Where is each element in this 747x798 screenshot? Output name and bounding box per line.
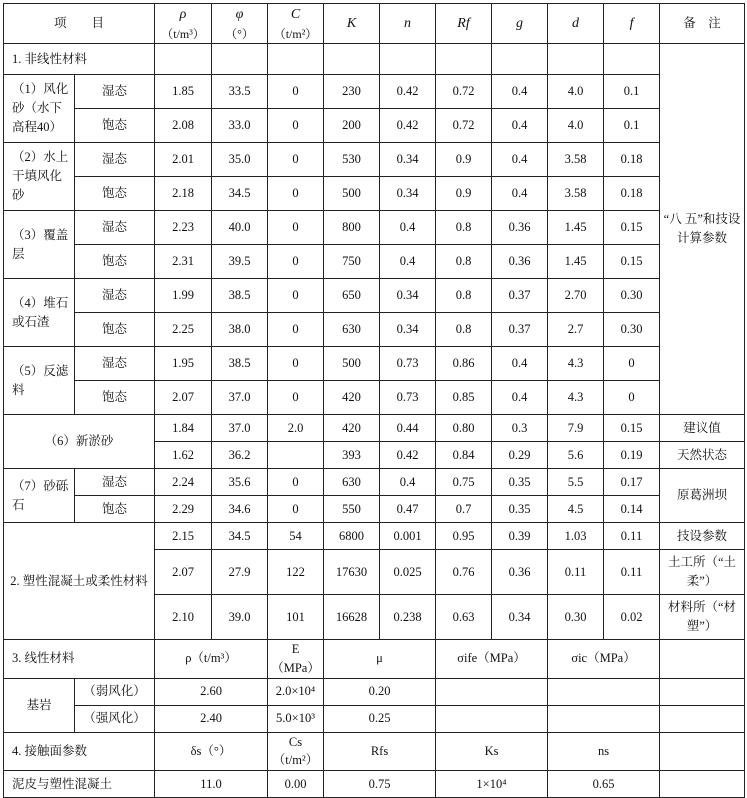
table-row [4,279,745,313]
value-cell: 0.8 [436,245,492,279]
table-row [4,496,745,523]
value-cell: 122 [268,550,324,595]
value-cell: 2.23 [155,211,212,245]
material-name: （3）覆盖层 [4,211,75,279]
material-name: （5）反滤料 [4,347,75,415]
value-cell: 11.0 [155,771,268,798]
remark-cell: 技设参数 [660,523,745,550]
header-cell: ns [548,732,660,771]
table-row [4,313,745,347]
value-cell: 2.08 [155,109,212,143]
value-cell: 630 [324,469,380,496]
value-cell: 4.3 [548,347,604,381]
value-cell: 36.2 [212,442,268,469]
table-row [4,523,745,550]
table-body [4,4,745,798]
value-cell: 0.30 [604,279,660,313]
value-cell: 0.15 [604,211,660,245]
value-cell: 37.0 [212,381,268,415]
table-row [4,44,745,75]
state-cell: 饱态 [75,313,155,347]
value-cell: 0.25 [324,705,436,732]
parameter-table [3,3,745,798]
value-cell: 0.72 [436,75,492,109]
table-cell [548,44,604,75]
value-cell: 0.4 [492,347,548,381]
value-cell: 0.42 [380,109,436,143]
value-cell: 3.58 [548,143,604,177]
value-cell: 1.84 [155,415,212,442]
value-cell: 0.18 [604,143,660,177]
value-cell: 2.0 [268,415,324,442]
value-cell: 2.29 [155,496,212,523]
remark-cell: 原葛洲坝 [660,469,745,523]
header-symbol: g [516,16,524,31]
value-cell: 0.29 [492,442,548,469]
material-name: （4）堆石或石渣 [4,279,75,347]
header-symbol: φ [235,7,244,22]
value-cell: 4.3 [548,381,604,415]
state-cell: 饱态 [75,177,155,211]
remark-cell: “八 五”和技设计算参数 [660,44,745,415]
header-symbol: f [629,16,634,31]
state-cell: 饱态 [75,381,155,415]
value-cell: 35.0 [212,143,268,177]
table-cell [324,44,380,75]
table-cell [436,705,548,732]
value-cell: 0.4 [380,469,436,496]
value-cell: 1.99 [155,279,212,313]
value-cell: 0 [268,109,324,143]
value-cell: 0.36 [492,211,548,245]
value-cell: 0.9 [436,177,492,211]
value-cell: 0.44 [380,415,436,442]
value-cell: 0.75 [436,469,492,496]
value-cell: 0.11 [548,550,604,595]
header-symbol: n [404,16,412,31]
state-cell: 湿态 [75,143,155,177]
table-row [4,177,745,211]
value-cell: 0.00 [268,771,324,798]
value-cell: 2.07 [155,550,212,595]
value-cell: 0.80 [436,415,492,442]
header-col-7 [548,4,604,44]
value-cell: 0.11 [604,523,660,550]
value-cell: 0.34 [380,313,436,347]
value-cell: 5.6 [548,442,604,469]
header-cell: δs（°） [155,732,268,771]
table-cell [660,732,745,771]
table-cell [548,678,660,705]
value-cell: 0 [268,313,324,347]
header-symbol: d [572,16,580,31]
value-cell: 2.10 [155,595,212,640]
table-row [4,771,745,798]
value-cell: 0.15 [604,415,660,442]
value-cell: 5.0×10³ [268,705,324,732]
header-symbol: C [290,7,301,22]
value-cell: 0.02 [604,595,660,640]
value-cell: 0.35 [492,469,548,496]
value-cell: 39.5 [212,245,268,279]
table-row [4,75,745,109]
table-row [4,347,745,381]
value-cell: 0.4 [492,75,548,109]
value-cell: 0 [268,245,324,279]
remark-cell: 材料所（“材塑”） [660,595,745,640]
value-cell: 2.25 [155,313,212,347]
value-cell: 4.0 [548,75,604,109]
value-cell: 38.5 [212,347,268,381]
header-symbol: ρ [179,7,187,22]
value-cell: 0.76 [436,550,492,595]
value-cell: 0.35 [492,496,548,523]
value-cell: 34.5 [212,177,268,211]
value-cell: 33.0 [212,109,268,143]
section-title: 1. 非线性材料 [4,44,155,75]
table-row [4,732,745,771]
value-cell: 0 [604,381,660,415]
value-cell: 0.34 [380,177,436,211]
table-row [4,143,745,177]
value-cell: 800 [324,211,380,245]
value-cell: 0.37 [492,279,548,313]
value-cell: 0.37 [492,313,548,347]
value-cell [268,442,324,469]
value-cell: 0.36 [492,245,548,279]
value-cell: 0.47 [380,496,436,523]
value-cell: 0.4 [492,381,548,415]
value-cell: 0.8 [436,313,492,347]
header-col-4 [380,4,436,44]
value-cell: 393 [324,442,380,469]
value-cell: 0.42 [380,442,436,469]
value-cell: 2.0×10⁴ [268,678,324,705]
material-name: （7）砂砾石 [4,469,75,523]
value-cell: 38.5 [212,279,268,313]
value-cell: 0.8 [436,211,492,245]
value-cell: 2.31 [155,245,212,279]
state-cell: 饱态 [75,109,155,143]
table-cell [155,44,212,75]
table-row [4,705,745,732]
value-cell: 0 [268,75,324,109]
value-cell: 0.14 [604,496,660,523]
value-cell: 27.9 [212,550,268,595]
table-cell [660,640,745,679]
header-cell: μ [324,640,436,679]
value-cell: 0.1 [604,75,660,109]
value-cell: 6800 [324,523,380,550]
section-title: 3. 线性材料 [4,640,155,679]
value-cell: 2.70 [548,279,604,313]
value-cell: 530 [324,143,380,177]
value-cell: 101 [268,595,324,640]
table-cell [660,705,745,732]
table-cell [604,44,660,75]
state-cell: （弱风化） [75,678,155,705]
value-cell: 37.0 [212,415,268,442]
material-name: 基岩 [4,678,75,732]
value-cell: 2.60 [155,678,268,705]
header-col-3 [324,4,380,44]
table-cell [660,678,745,705]
value-cell: 2.01 [155,143,212,177]
header-symbol: K [346,16,357,31]
material-name: （6）新淤砂 [4,415,155,469]
remark-cell: 土工所（“土柔”） [660,550,745,595]
header-col-2 [268,4,324,44]
remark-cell: 天然状态 [660,442,745,469]
value-cell: 750 [324,245,380,279]
value-cell: 0.73 [380,347,436,381]
value-cell: 0.3 [492,415,548,442]
state-cell: （强风化） [75,705,155,732]
value-cell: 1.45 [548,245,604,279]
value-cell: 0.15 [604,245,660,279]
value-cell: 1.03 [548,523,604,550]
header-cell: σic（MPa） [548,640,660,679]
table-row [4,4,745,44]
value-cell: 420 [324,381,380,415]
value-cell: 38.0 [212,313,268,347]
value-cell: 500 [324,347,380,381]
value-cell: 0.19 [604,442,660,469]
value-cell: 0.18 [604,177,660,211]
value-cell: 0.8 [436,279,492,313]
value-cell: 1.45 [548,211,604,245]
value-cell: 0.4 [492,109,548,143]
header-unit: （t/m³） [161,27,205,41]
value-cell: 0.63 [436,595,492,640]
value-cell: 35.6 [212,469,268,496]
table-cell [212,44,268,75]
value-cell: 34.6 [212,496,268,523]
state-cell: 湿态 [75,279,155,313]
value-cell: 4.5 [548,496,604,523]
value-cell: 0 [268,469,324,496]
table-row [4,211,745,245]
value-cell: 2.07 [155,381,212,415]
value-cell: 0.85 [436,381,492,415]
header-unit: （°） [225,27,254,41]
value-cell: 650 [324,279,380,313]
value-cell: 0 [268,381,324,415]
section-title: 2. 塑性混凝土或柔性材料 [4,523,155,640]
value-cell: 40.0 [212,211,268,245]
value-cell: 5.5 [548,469,604,496]
value-cell: 0 [268,143,324,177]
value-cell: 550 [324,496,380,523]
value-cell: 0.73 [380,381,436,415]
value-cell: 54 [268,523,324,550]
state-cell: 饱态 [75,245,155,279]
table-row [4,678,745,705]
section-title: 4. 接触面参数 [4,732,155,771]
material-name: （1）风化砂（水下高程40） [4,75,75,143]
value-cell: 230 [324,75,380,109]
header-remark: 备 注 [660,4,745,44]
value-cell: 0.95 [436,523,492,550]
value-cell: 7.9 [548,415,604,442]
value-cell: 0.4 [380,245,436,279]
value-cell: 0.4 [492,177,548,211]
value-cell: 0 [268,279,324,313]
value-cell: 0.34 [492,595,548,640]
table-cell [380,44,436,75]
table-row [4,245,745,279]
table-cell [436,44,492,75]
value-cell: 0.36 [492,550,548,595]
header-cell: Rfs [324,732,436,771]
header-col-0 [155,4,212,44]
value-cell: 0.4 [380,211,436,245]
header-symbol: Rf [457,16,470,31]
value-cell: 33.5 [212,75,268,109]
table-cell [548,705,660,732]
header-cell: ρ（t/m³） [155,640,268,679]
material-name: 泥皮与塑性混凝土 [4,771,155,798]
value-cell: 2.40 [155,705,268,732]
value-cell: 2.7 [548,313,604,347]
header-cell: E（MPa） [268,640,324,679]
value-cell: 0.238 [380,595,436,640]
table-row [4,109,745,143]
value-cell: 0 [268,347,324,381]
value-cell: 3.58 [548,177,604,211]
header-col-8 [604,4,660,44]
value-cell: 0.86 [436,347,492,381]
value-cell: 1.85 [155,75,212,109]
header-col-6 [492,4,548,44]
header-col-5 [436,4,492,44]
state-cell: 饱态 [75,496,155,523]
table-row [4,381,745,415]
value-cell: 0 [604,347,660,381]
value-cell: 0.1 [604,109,660,143]
table-row [4,469,745,496]
table-cell [492,44,548,75]
value-cell: 1.95 [155,347,212,381]
value-cell: 1×10⁴ [436,771,548,798]
table-row [4,640,745,679]
value-cell: 0.84 [436,442,492,469]
table-cell [268,44,324,75]
value-cell: 4.0 [548,109,604,143]
value-cell: 0.34 [380,279,436,313]
value-cell: 0.20 [324,678,436,705]
state-cell: 湿态 [75,75,155,109]
value-cell: 16628 [324,595,380,640]
value-cell: 0.75 [324,771,436,798]
value-cell: 200 [324,109,380,143]
value-cell: 0.001 [380,523,436,550]
value-cell: 39.0 [212,595,268,640]
header-cell: Cs（t/m²） [268,732,324,771]
state-cell: 湿态 [75,347,155,381]
table-cell [436,678,548,705]
value-cell: 0.34 [380,143,436,177]
value-cell: 1.62 [155,442,212,469]
value-cell: 0.72 [436,109,492,143]
value-cell: 34.5 [212,523,268,550]
header-col-1 [212,4,268,44]
state-cell: 湿态 [75,211,155,245]
value-cell: 0 [268,496,324,523]
remark-cell: 建议值 [660,415,745,442]
value-cell: 2.15 [155,523,212,550]
material-name: （2）水上干填风化砂 [4,143,75,211]
header-cell: σife（MPa） [436,640,548,679]
value-cell: 0.17 [604,469,660,496]
value-cell: 17630 [324,550,380,595]
value-cell: 0 [268,211,324,245]
table-row [4,415,745,442]
value-cell: 0.4 [492,143,548,177]
table-cell [660,771,745,798]
value-cell: 0.30 [548,595,604,640]
value-cell: 0.65 [548,771,660,798]
value-cell: 0.42 [380,75,436,109]
value-cell: 0.9 [436,143,492,177]
value-cell: 420 [324,415,380,442]
value-cell: 2.24 [155,469,212,496]
value-cell: 0.11 [604,550,660,595]
value-cell: 0.39 [492,523,548,550]
value-cell: 0.025 [380,550,436,595]
value-cell: 630 [324,313,380,347]
state-cell: 湿态 [75,469,155,496]
header-item: 项 目 [4,4,155,44]
value-cell: 0.7 [436,496,492,523]
value-cell: 0.30 [604,313,660,347]
value-cell: 0 [268,177,324,211]
header-unit: （t/m²） [273,27,318,41]
value-cell: 2.18 [155,177,212,211]
header-cell: Ks [436,732,548,771]
value-cell: 500 [324,177,380,211]
